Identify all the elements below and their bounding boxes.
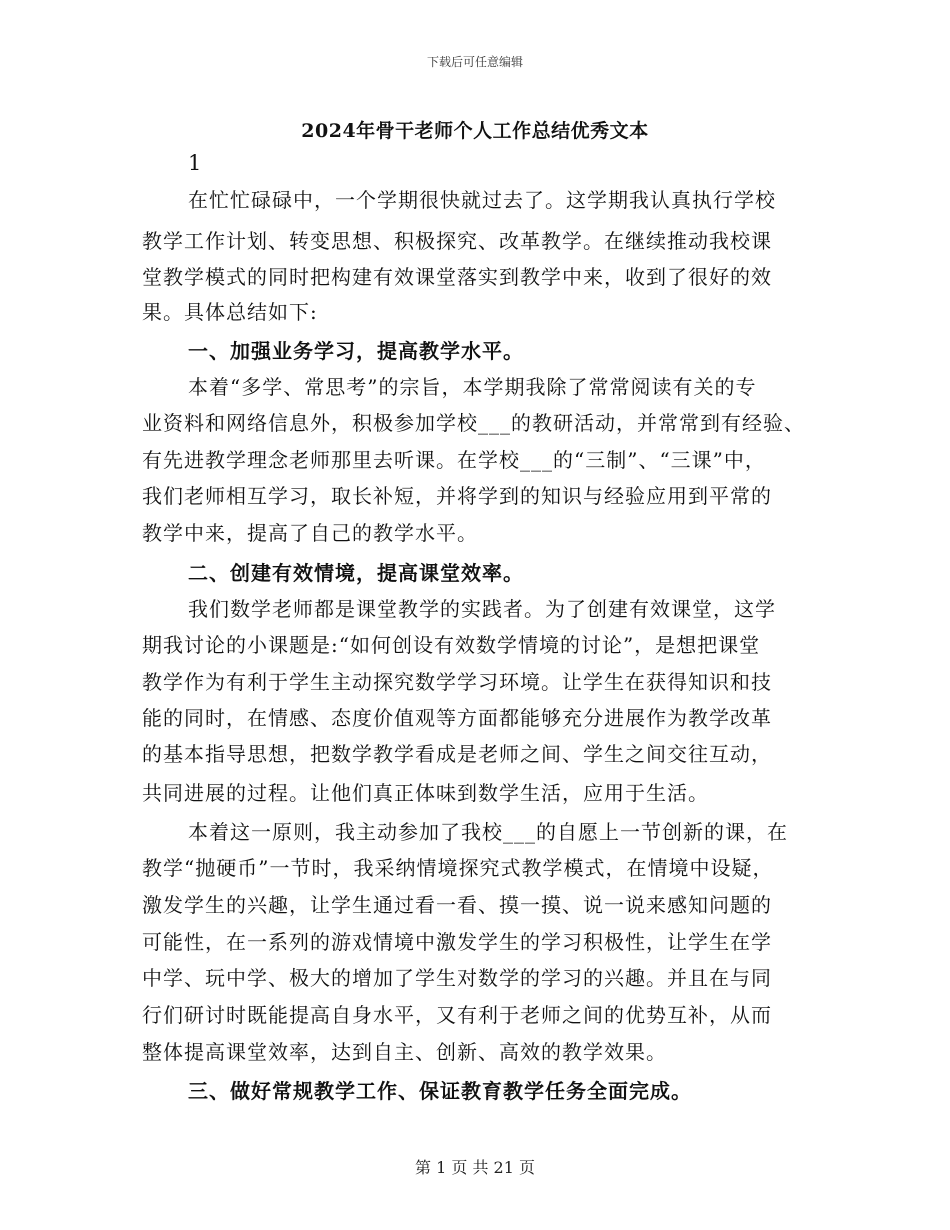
- paragraph-line: 教学作为有利于学生主动探究数学学习环境。让学生在获得知识和技: [142, 670, 772, 694]
- paragraph-line: 本着这一原则，我主动参加了我校___的自愿上一节创新的课，在: [188, 820, 788, 844]
- section-heading: 一、加强业务学习，提高教学水平。: [188, 339, 524, 363]
- paragraph-line: 堂教学模式的同时把构建有效课堂落实到教学中来，收到了很好的效: [142, 265, 772, 289]
- paragraph-line: 能的同时，在情感、态度价值观等方面都能够充分进展作为教学改革: [142, 706, 772, 730]
- paragraph-line: 整体提高课堂效率，达到自主、创新、高效的教学效果。: [142, 1040, 667, 1064]
- paragraph-line: 期我讨论的小课题是:“如何创设有效数学情境的讨论”，是想把课堂: [142, 633, 761, 657]
- paragraph-line: 有先进教学理念老师那里去听课。在学校___的“三制”、“三课”中，: [142, 448, 766, 472]
- section-heading: 三、做好常规教学工作、保证教育教学任务全面完成。: [188, 1079, 692, 1103]
- paragraph-line: 我们数学老师都是课堂教学的实践者。为了创建有效课堂，这学: [188, 597, 776, 621]
- paragraph-line: 教学“抛硬币”一节时，我采纳情境探究式教学模式，在情境中设疑，: [142, 856, 774, 880]
- paragraph-line: 我们老师相互学习，取长补短，并将学到的知识与经验应用到平常的: [142, 484, 772, 508]
- section-number: 1: [188, 151, 203, 175]
- paragraph-line: 果。具体总结如下:: [142, 300, 318, 324]
- paragraph-line: 共同进展的过程。让他们真正体味到数学生活，应用于生活。: [142, 781, 709, 805]
- paragraph-line: 中学、玩中学、极大的增加了学生对数学的学习的兴趣。并且在与同: [142, 966, 772, 990]
- page-number-footer: 第 1 页 共 21 页: [415, 1158, 535, 1177]
- paragraph-line: 的基本指导思想，把数学教学看成是老师之间、学生之间交往互动，: [142, 742, 772, 766]
- paragraph-line: 激发学生的兴趣，让学生通过看一看、摸一摸、说一说来感知问题的: [142, 893, 772, 917]
- paragraph-line: 在忙忙碌碌中，一个学期很快就过去了。这学期我认真执行学校: [188, 188, 776, 212]
- paragraph-line: 本着“多学、常思考”的宗旨，本学期我除了常常阅读有关的专: [188, 375, 757, 399]
- paragraph-line: 教学中来，提高了自己的教学水平。: [142, 521, 478, 545]
- section-heading: 二、创建有效情境，提高课堂效率。: [188, 561, 524, 585]
- paragraph-line: 可能性，在一系列的游戏情境中激发学生的学习积极性，让学生在学: [142, 930, 772, 954]
- paragraph-line: 行们研讨时既能提高自身水平，又有利于老师之间的优势互补，从而: [142, 1003, 772, 1027]
- paragraph-line: 教学工作计划、转变思想、积极探究、改革教学。在继续推动我校课: [142, 229, 772, 253]
- paragraph-line: 业资料和网络信息外，积极参加学校___的教研活动，并常常到有经验、: [142, 411, 805, 435]
- page-header-note: 下载后可任意编辑: [426, 55, 523, 69]
- document-title: 2024年骨干老师个人工作总结优秀文本: [301, 120, 649, 142]
